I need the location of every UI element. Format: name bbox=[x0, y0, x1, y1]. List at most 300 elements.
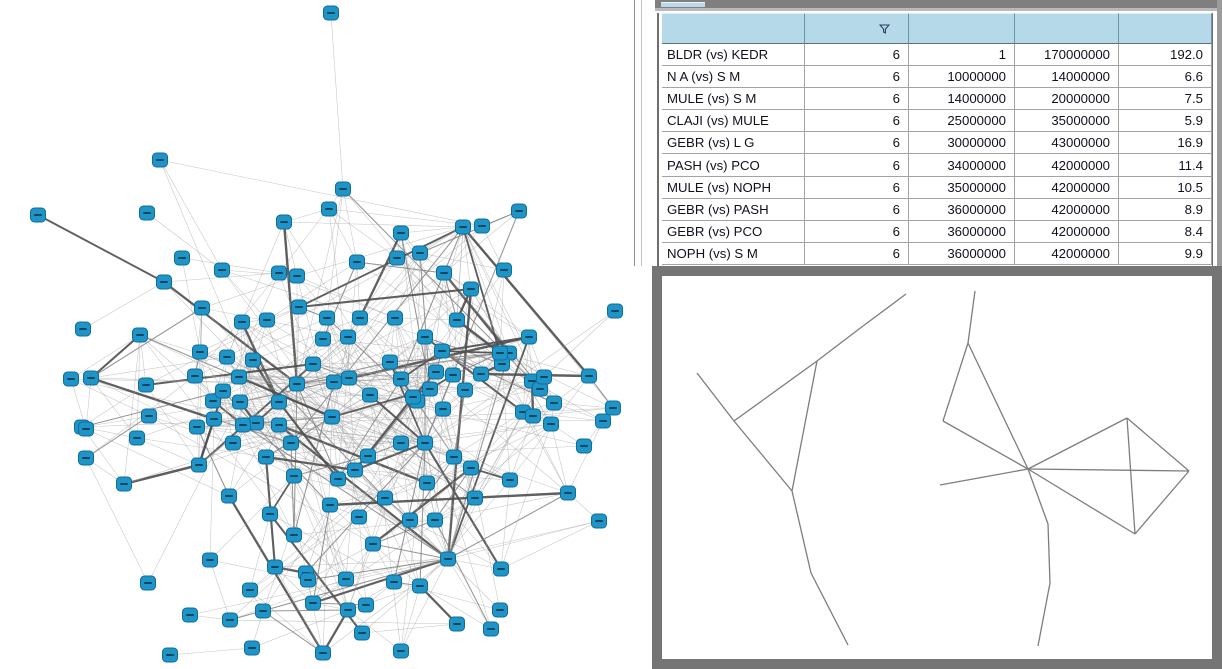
network-node[interactable] bbox=[272, 395, 287, 409]
network-node[interactable] bbox=[388, 311, 403, 325]
illegible-node-label bbox=[178, 257, 186, 259]
network-node[interactable] bbox=[353, 311, 368, 325]
network-node[interactable] bbox=[117, 477, 132, 491]
network-node[interactable] bbox=[458, 383, 473, 397]
illegible-node-label bbox=[323, 317, 331, 319]
network-node[interactable] bbox=[420, 476, 435, 490]
network-node[interactable] bbox=[341, 330, 356, 344]
illegible-node-label bbox=[528, 380, 536, 382]
table-cell[interactable]: 20000000 bbox=[1015, 88, 1119, 110]
network-node[interactable] bbox=[606, 401, 621, 415]
table-cell[interactable]: 10000000 bbox=[909, 66, 1015, 88]
illegible-node-label bbox=[547, 423, 555, 425]
table-cell[interactable]: 8.4 bbox=[1119, 221, 1212, 243]
table-cell[interactable]: 25000000 bbox=[909, 110, 1015, 132]
network-node[interactable] bbox=[348, 463, 363, 477]
network-node[interactable] bbox=[306, 596, 321, 610]
illegible-node-label bbox=[295, 306, 303, 308]
network-node[interactable] bbox=[418, 436, 433, 450]
network-node[interactable] bbox=[456, 220, 471, 234]
network-node[interactable] bbox=[394, 436, 409, 450]
network-node[interactable] bbox=[437, 266, 452, 280]
illegible-node-label bbox=[248, 647, 256, 649]
network-node[interactable] bbox=[140, 206, 155, 220]
network-edge bbox=[197, 308, 202, 427]
network-node[interactable] bbox=[493, 346, 508, 360]
network-edge bbox=[210, 476, 294, 560]
edge-attribute-table bbox=[662, 13, 1212, 265]
table-cell[interactable]: 6 bbox=[805, 177, 909, 199]
network-node[interactable] bbox=[352, 510, 367, 524]
network-node[interactable] bbox=[153, 153, 168, 167]
table-cell-shared-name[interactable]: BLDR (vs) KEDR bbox=[662, 44, 805, 66]
network-node[interactable] bbox=[157, 275, 172, 289]
network-node[interactable] bbox=[272, 266, 287, 280]
scrollbar-thumb[interactable] bbox=[661, 2, 705, 7]
network-node[interactable] bbox=[339, 572, 354, 586]
table-cell[interactable]: 10.5 bbox=[1119, 177, 1212, 199]
illegible-node-label bbox=[275, 401, 283, 403]
network-edge bbox=[263, 611, 323, 653]
table-cell[interactable]: 36000000 bbox=[909, 199, 1015, 221]
network-node[interactable] bbox=[64, 372, 79, 386]
network-node[interactable] bbox=[245, 641, 260, 655]
table-cell-shared-name[interactable]: MULE (vs) S M bbox=[662, 88, 805, 110]
network-edge bbox=[811, 573, 848, 645]
network-node[interactable] bbox=[290, 377, 305, 391]
network-edge bbox=[83, 282, 164, 329]
network-node[interactable] bbox=[277, 215, 292, 229]
network-node[interactable] bbox=[383, 355, 398, 369]
illegible-node-label bbox=[356, 317, 364, 319]
illegible-node-label bbox=[87, 377, 95, 379]
network-node[interactable] bbox=[450, 313, 465, 327]
table-cell[interactable]: 6 bbox=[805, 44, 909, 66]
network-node[interactable] bbox=[435, 344, 450, 358]
illegible-node-label bbox=[609, 407, 617, 409]
table-cell-shared-name[interactable]: GEBR (vs) L G bbox=[662, 132, 805, 154]
network-node[interactable] bbox=[232, 370, 247, 384]
network-node[interactable] bbox=[464, 282, 479, 296]
illegible-node-label bbox=[218, 269, 226, 271]
table-cell-shared-name[interactable]: GEBR (vs) PASH bbox=[662, 199, 805, 221]
network-node[interactable] bbox=[577, 439, 592, 453]
network-node[interactable] bbox=[287, 528, 302, 542]
network-edge bbox=[435, 520, 491, 629]
network-edge bbox=[863, 294, 906, 326]
illegible-node-label bbox=[595, 520, 603, 522]
table-cell[interactable]: 6 bbox=[805, 66, 909, 88]
network-node[interactable] bbox=[341, 603, 356, 617]
table-cell[interactable]: 8.9 bbox=[1119, 199, 1212, 221]
network-node[interactable] bbox=[394, 372, 409, 386]
illegible-node-label bbox=[229, 442, 237, 444]
table-cell[interactable]: 6 bbox=[805, 199, 909, 221]
network-edge bbox=[1135, 471, 1189, 534]
network-node[interactable] bbox=[316, 332, 331, 346]
illegible-node-label bbox=[393, 257, 401, 259]
network-node[interactable] bbox=[192, 458, 207, 472]
network-edge bbox=[137, 438, 199, 465]
network-node[interactable] bbox=[215, 263, 230, 277]
network-node[interactable] bbox=[468, 491, 483, 505]
illegible-node-label bbox=[309, 363, 317, 365]
table-cell[interactable]: 16.9 bbox=[1119, 132, 1212, 154]
network-node[interactable] bbox=[31, 208, 46, 222]
illegible-node-label bbox=[580, 445, 588, 447]
network-node[interactable] bbox=[324, 6, 339, 20]
network-edge bbox=[697, 373, 734, 421]
node-table-panel bbox=[655, 0, 1222, 266]
illegible-node-label bbox=[309, 602, 317, 604]
network-node[interactable] bbox=[547, 396, 562, 410]
network-edge bbox=[943, 421, 1028, 469]
network-node[interactable] bbox=[259, 450, 274, 464]
network-edge bbox=[792, 361, 817, 491]
network-node[interactable] bbox=[175, 251, 190, 265]
table-cell[interactable]: 14000000 bbox=[1015, 66, 1119, 88]
table-cell-shared-name[interactable]: CLAJI (vs) MULE bbox=[662, 110, 805, 132]
illegible-node-label bbox=[259, 610, 267, 612]
network-node[interactable] bbox=[216, 384, 231, 398]
network-node[interactable] bbox=[363, 388, 378, 402]
illegible-node-label bbox=[293, 383, 301, 385]
network-node[interactable] bbox=[84, 371, 99, 385]
table-cell[interactable]: 6 bbox=[805, 88, 909, 110]
network-node[interactable] bbox=[141, 576, 156, 590]
network-node[interactable] bbox=[287, 469, 302, 483]
network-edge bbox=[1028, 418, 1127, 469]
network-edge bbox=[313, 559, 448, 603]
illegible-node-label bbox=[79, 328, 87, 330]
illegible-node-label bbox=[497, 568, 505, 570]
network-edge bbox=[510, 416, 533, 480]
network-node[interactable] bbox=[350, 255, 365, 269]
network-node[interactable] bbox=[263, 507, 278, 521]
table-cell[interactable]: 35000000 bbox=[909, 177, 1015, 199]
network-node[interactable] bbox=[207, 412, 222, 426]
illegible-node-label bbox=[263, 319, 271, 321]
network-node[interactable] bbox=[582, 369, 597, 383]
network-node[interactable] bbox=[243, 583, 258, 597]
illegible-node-label bbox=[226, 619, 234, 621]
network-node[interactable] bbox=[130, 431, 145, 445]
network-edge bbox=[160, 160, 482, 226]
illegible-node-label bbox=[235, 376, 243, 378]
network-node[interactable] bbox=[220, 350, 235, 364]
table-cell[interactable]: 6 bbox=[805, 110, 909, 132]
network-edge bbox=[792, 491, 811, 573]
illegible-node-label bbox=[239, 424, 247, 426]
table-cell[interactable]: 36000000 bbox=[909, 243, 1015, 265]
network-node[interactable] bbox=[450, 617, 465, 631]
illegible-node-label bbox=[585, 375, 593, 377]
network-node[interactable] bbox=[394, 644, 409, 658]
network-node[interactable] bbox=[394, 226, 409, 240]
network-node[interactable] bbox=[366, 537, 381, 551]
illegible-node-label bbox=[249, 359, 257, 361]
table-cell-shared-name[interactable]: N A (vs) S M bbox=[662, 66, 805, 88]
illegible-node-label bbox=[136, 334, 144, 336]
network-edge bbox=[1038, 583, 1050, 646]
illegible-node-label bbox=[409, 396, 417, 398]
network-node[interactable] bbox=[608, 304, 623, 318]
network-node[interactable] bbox=[418, 330, 433, 344]
network-edge bbox=[401, 586, 420, 651]
network-node[interactable] bbox=[76, 322, 91, 336]
network-node[interactable] bbox=[223, 613, 238, 627]
network-edge bbox=[1028, 469, 1135, 534]
network-node[interactable] bbox=[256, 604, 271, 618]
table-cell[interactable]: 7.5 bbox=[1119, 88, 1212, 110]
filtered-network-canvas[interactable] bbox=[662, 276, 1212, 659]
network-node[interactable] bbox=[359, 598, 374, 612]
illegible-node-label bbox=[426, 388, 434, 390]
network-edge bbox=[230, 620, 457, 624]
network-node[interactable] bbox=[484, 622, 499, 636]
column-header-0[interactable] bbox=[662, 13, 805, 44]
column-header-4[interactable] bbox=[1119, 13, 1212, 44]
network-edge bbox=[551, 424, 568, 493]
network-node[interactable] bbox=[406, 390, 421, 404]
network-node[interactable] bbox=[142, 409, 157, 423]
table-cell[interactable]: 34000000 bbox=[909, 154, 1015, 176]
illegible-node-label bbox=[166, 654, 174, 656]
network-node[interactable] bbox=[464, 461, 479, 475]
illegible-node-label bbox=[397, 442, 405, 444]
network-node[interactable] bbox=[475, 219, 490, 233]
network-node[interactable] bbox=[493, 603, 508, 617]
table-cell[interactable]: 1 bbox=[909, 44, 1015, 66]
network-node[interactable] bbox=[413, 246, 428, 260]
table-cell[interactable]: 42000000 bbox=[1015, 199, 1119, 221]
illegible-node-label bbox=[275, 272, 283, 274]
network-node[interactable] bbox=[474, 367, 489, 381]
network-node[interactable] bbox=[290, 269, 305, 283]
network-node[interactable] bbox=[79, 451, 94, 465]
illegible-node-label bbox=[423, 482, 431, 484]
illegible-node-label bbox=[487, 628, 495, 630]
network-edge bbox=[82, 385, 146, 427]
illegible-node-label bbox=[345, 377, 353, 379]
network-node[interactable] bbox=[133, 328, 148, 342]
network-node[interactable] bbox=[193, 345, 208, 359]
illegible-node-label bbox=[142, 384, 150, 386]
illegible-node-label bbox=[461, 389, 469, 391]
network-node[interactable] bbox=[284, 436, 299, 450]
network-node[interactable] bbox=[292, 300, 307, 314]
table-cell[interactable]: 192.0 bbox=[1119, 44, 1212, 66]
network-node[interactable] bbox=[526, 409, 541, 423]
network-edge bbox=[299, 289, 471, 307]
network-edge bbox=[210, 419, 214, 560]
network-edge bbox=[448, 559, 500, 610]
network-node[interactable] bbox=[195, 301, 210, 315]
table-cell[interactable]: 36000000 bbox=[909, 221, 1015, 243]
table-cell[interactable]: 11.4 bbox=[1119, 154, 1212, 176]
table-right-scroll-track[interactable] bbox=[1217, 0, 1222, 266]
network-node[interactable] bbox=[188, 369, 203, 383]
network-node[interactable] bbox=[512, 204, 527, 218]
table-cell-shared-name[interactable]: NOPH (vs) S M bbox=[662, 243, 805, 265]
network-node[interactable] bbox=[441, 552, 456, 566]
illegible-node-label bbox=[290, 534, 298, 536]
table-cell[interactable]: 170000000 bbox=[1015, 44, 1119, 66]
network-node[interactable] bbox=[596, 414, 611, 428]
illegible-node-label bbox=[449, 374, 457, 376]
network-node[interactable] bbox=[561, 486, 576, 500]
illegible-node-label bbox=[459, 226, 467, 228]
table-cell[interactable]: 42000000 bbox=[1015, 221, 1119, 243]
filtered-network-panel bbox=[652, 266, 1222, 669]
network-node[interactable] bbox=[79, 422, 94, 436]
network-node[interactable] bbox=[494, 562, 509, 576]
network-node[interactable] bbox=[260, 313, 275, 327]
illegible-node-label bbox=[334, 478, 342, 480]
network-node[interactable] bbox=[497, 263, 512, 277]
network-node[interactable] bbox=[306, 357, 321, 371]
network-node[interactable] bbox=[522, 330, 537, 344]
network-node[interactable] bbox=[226, 436, 241, 450]
illegible-node-label bbox=[397, 378, 405, 380]
illegible-node-label bbox=[196, 351, 204, 353]
network-node[interactable] bbox=[537, 370, 552, 384]
table-cell-shared-name[interactable]: MULE (vs) NOPH bbox=[662, 177, 805, 199]
network-node[interactable] bbox=[139, 378, 154, 392]
network-node[interactable] bbox=[436, 402, 451, 416]
network-node[interactable] bbox=[403, 513, 418, 527]
illegible-node-label bbox=[328, 416, 336, 418]
column-header-3[interactable] bbox=[1015, 13, 1119, 44]
network-node[interactable] bbox=[190, 420, 205, 434]
network-node[interactable] bbox=[503, 473, 518, 487]
network-node[interactable] bbox=[233, 395, 248, 409]
illegible-node-label bbox=[500, 269, 508, 271]
network-node[interactable] bbox=[203, 553, 218, 567]
table-cell[interactable]: 6.6 bbox=[1119, 66, 1212, 88]
network-node[interactable] bbox=[322, 202, 337, 216]
network-node[interactable] bbox=[222, 489, 237, 503]
network-node[interactable] bbox=[428, 513, 443, 527]
network-node[interactable] bbox=[446, 368, 461, 382]
network-node[interactable] bbox=[325, 410, 340, 424]
network-node[interactable] bbox=[544, 417, 559, 431]
network-node[interactable] bbox=[423, 382, 438, 396]
network-node[interactable] bbox=[413, 579, 428, 593]
column-header-1[interactable] bbox=[805, 13, 909, 44]
network-edge bbox=[160, 160, 222, 270]
illegible-node-label bbox=[82, 457, 90, 459]
network-node[interactable] bbox=[390, 251, 405, 265]
table-cell-shared-name[interactable]: GEBR (vs) PCO bbox=[662, 221, 805, 243]
table-cell-shared-name[interactable]: PASH (vs) PCO bbox=[662, 154, 805, 176]
network-node[interactable] bbox=[327, 375, 342, 389]
network-node[interactable] bbox=[272, 418, 287, 432]
filtered-edges bbox=[697, 291, 1189, 646]
network-node[interactable] bbox=[301, 573, 316, 587]
illegible-node-label bbox=[525, 336, 533, 338]
network-node[interactable] bbox=[246, 353, 261, 367]
table-cell[interactable]: 6 bbox=[805, 221, 909, 243]
table-cell[interactable]: 43000000 bbox=[1015, 132, 1119, 154]
network-node[interactable] bbox=[592, 514, 607, 528]
table-cell[interactable]: 42000000 bbox=[1015, 154, 1119, 176]
filtered-network-background bbox=[662, 276, 1212, 659]
network-edge bbox=[362, 624, 457, 633]
network-edge bbox=[940, 469, 1028, 485]
column-header-2[interactable] bbox=[909, 13, 1015, 44]
illegible-node-label bbox=[160, 281, 168, 283]
network-node[interactable] bbox=[235, 315, 250, 329]
illegible-node-label bbox=[326, 504, 334, 506]
illegible-node-label bbox=[209, 400, 217, 402]
illegible-node-label bbox=[599, 420, 607, 422]
table-cell[interactable]: 6 bbox=[805, 154, 909, 176]
table-cell[interactable]: 42000000 bbox=[1015, 177, 1119, 199]
illegible-node-label bbox=[529, 415, 537, 417]
filter-icon[interactable] bbox=[879, 24, 890, 34]
network-node[interactable] bbox=[361, 449, 376, 463]
illegible-node-label bbox=[206, 559, 214, 561]
illegible-node-label bbox=[536, 388, 544, 390]
network-node[interactable] bbox=[331, 472, 346, 486]
table-cell[interactable]: 6 bbox=[805, 132, 909, 154]
illegible-node-label bbox=[390, 581, 398, 583]
table-cell[interactable]: 42000000 bbox=[1015, 243, 1119, 265]
table-cell[interactable]: 30000000 bbox=[909, 132, 1015, 154]
network-edge bbox=[394, 582, 500, 610]
network-node[interactable] bbox=[429, 365, 444, 379]
illegible-node-label bbox=[266, 513, 274, 515]
network-edge bbox=[734, 361, 817, 421]
network-node[interactable] bbox=[236, 418, 251, 432]
network-node[interactable] bbox=[320, 311, 335, 325]
network-node[interactable] bbox=[323, 498, 338, 512]
network-node[interactable] bbox=[355, 626, 370, 640]
network-edge bbox=[71, 335, 140, 379]
illegible-node-label bbox=[397, 232, 405, 234]
table-scrollbar-strip bbox=[655, 0, 1222, 8]
network-node[interactable] bbox=[268, 560, 283, 574]
network-node[interactable] bbox=[447, 450, 462, 464]
illegible-node-label bbox=[145, 415, 153, 417]
illegible-node-label bbox=[431, 519, 439, 521]
table-cell[interactable]: 6 bbox=[805, 243, 909, 265]
illegible-node-label bbox=[330, 381, 338, 383]
panel-divider bbox=[634, 0, 642, 266]
network-node[interactable] bbox=[316, 646, 331, 660]
illegible-node-label bbox=[271, 566, 279, 568]
table-cell[interactable]: 9.9 bbox=[1119, 243, 1212, 265]
network-node[interactable] bbox=[183, 608, 198, 622]
network-node[interactable] bbox=[336, 182, 351, 196]
illegible-node-label bbox=[421, 442, 429, 444]
illegible-node-label bbox=[438, 350, 446, 352]
network-node[interactable] bbox=[387, 575, 402, 589]
illegible-node-label bbox=[287, 442, 295, 444]
illegible-node-label bbox=[421, 336, 429, 338]
network-edge bbox=[124, 465, 199, 484]
table-cell[interactable]: 14000000 bbox=[909, 88, 1015, 110]
network-node[interactable] bbox=[342, 371, 357, 385]
network-edge bbox=[331, 13, 343, 189]
network-node[interactable] bbox=[163, 648, 178, 662]
illegible-node-label bbox=[319, 338, 327, 340]
illegible-node-label bbox=[386, 361, 394, 363]
network-node[interactable] bbox=[378, 491, 393, 505]
table-cell[interactable]: 5.9 bbox=[1119, 110, 1212, 132]
table-cell[interactable]: 35000000 bbox=[1015, 110, 1119, 132]
